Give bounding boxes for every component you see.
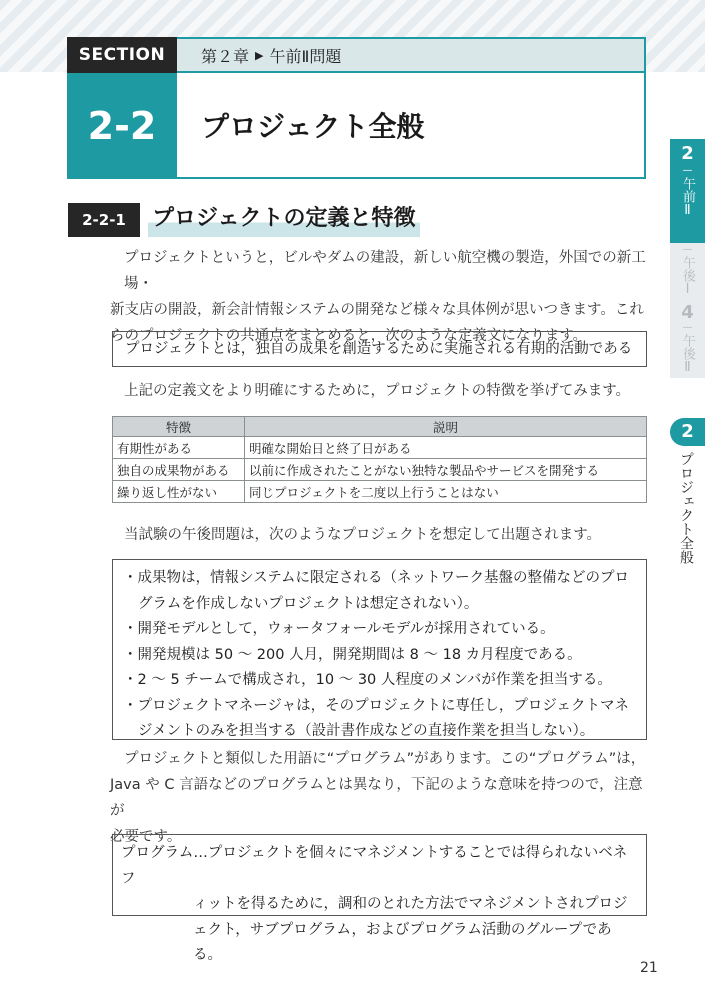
table-cell: 繰り返し性がない — [113, 481, 245, 503]
chapter-bar — [177, 37, 646, 73]
page-number: 21 — [640, 960, 658, 976]
program-definition-line: ェクト，サブプログラム，およびプログラム活動のグループである。 — [193, 921, 612, 963]
program-definition-line: ィットを得るために，調和のとれた方法でマネジメントされプロジ — [193, 896, 628, 912]
assumption-box — [112, 559, 647, 740]
tab-a-number: 2 — [681, 143, 694, 164]
table-cell: 有期性がある — [113, 437, 245, 459]
divider: — — [682, 244, 693, 255]
subsection-number: 2-2-1 — [68, 203, 140, 237]
list-item: ・2 ～ 5 チームで構成され，10 ～ 30 人程度のメンバが作業を担当する。 — [123, 672, 612, 688]
chapter-topic: 午前Ⅱ問題 — [269, 46, 342, 66]
section-number: 2-2 — [67, 73, 177, 179]
program-line: Java や C 言語などのプログラムとは異なり，下記のような意味を持つので，注意が — [110, 777, 643, 819]
tab-b-label: 午後Ⅰ — [680, 256, 695, 297]
program-line: 必要です。 — [110, 829, 182, 845]
table-row — [113, 459, 647, 481]
divider: — — [682, 165, 693, 176]
list-item: ・開発規模は 50 ～ 200 人月，開発期間は 8 ～ 18 カ月程度である。 — [123, 646, 582, 663]
chapter-label: 第２章 — [201, 46, 250, 66]
section-tab-label: プロジェクト全般 — [678, 452, 694, 564]
column-header: 特徴 — [113, 417, 245, 437]
section-tab-number[interactable]: 2 — [670, 418, 705, 446]
definition-box: プロジェクトとは，独自の成果を創造するために実施される有期的活動である — [112, 331, 647, 367]
table-cell: 以前に作成されたことがない独特な製品やサービスを開発する — [245, 459, 647, 481]
list-lead-text: 当試験の午後問題は，次のようなプロジェクトを想定して出題されます。 — [124, 527, 602, 543]
tab-c-number: 4 — [681, 302, 694, 323]
column-header: 説明 — [245, 417, 647, 437]
program-definition-line: プログラム…プロジェクトを個々にマネジメントすることでは得られないベネフ — [121, 845, 628, 887]
table-row — [113, 437, 647, 459]
table-header-row — [113, 417, 647, 437]
list-item: ・プロジェクトマネージャは，そのプロジェクトに専任し，プロジェクトマネジメントのみを担当する（設計書作成などの直接作業を担当しない）。 — [123, 697, 630, 739]
subsection-title: プロジェクトの定義と特徴 — [148, 201, 420, 237]
tab-c-label: 午後Ⅱ — [680, 334, 695, 375]
section-header — [67, 37, 646, 179]
list-item: ・成果物は，情報システムに限定される（ネットワーク基盤の整備などのプログラムを作成しないプロジェクトは想定されない）。 — [123, 570, 630, 612]
table-cell: 独自の成果物がある — [113, 459, 245, 481]
table-cell: 同じプロジェクトを二度以上行うことはない — [245, 481, 647, 503]
play-arrow-icon: ▶ — [255, 48, 264, 62]
section-label: SECTION — [67, 37, 177, 73]
intro-line: らのプロジェクトの共通点をまとめると，次のような定義文になります。 — [110, 328, 588, 344]
tab-a-label: 午前Ⅱ — [680, 177, 695, 218]
intro-line: プロジェクトというと，ビルやダムの建設，新しい航空機の製造，外国での新工場・ — [124, 250, 646, 292]
table-lead-text: 上記の定義文をより明確にするために，プロジェクトの特徴を挙げてみます。 — [124, 383, 631, 399]
intro-line: 新支店の開設，新会計情報システムの開発など様々な具体例が思いつきます。これ — [110, 302, 644, 318]
section-title: プロジェクト全般 — [177, 73, 646, 179]
side-tab-morning[interactable] — [670, 139, 705, 243]
table-cell: 明確な開始日と終了日がある — [245, 437, 647, 459]
program-line: プロジェクトと類似した用語に“プログラム”があります。この“プログラム”は， — [124, 751, 646, 767]
program-definition-box — [112, 834, 647, 963]
side-tab-afternoon[interactable] — [670, 222, 705, 378]
characteristics-table — [112, 416, 647, 503]
divider: — — [682, 322, 693, 333]
table-row — [113, 481, 647, 503]
list-item: ・開発モデルとして，ウォータフォールモデルが採用されている。 — [123, 621, 555, 637]
